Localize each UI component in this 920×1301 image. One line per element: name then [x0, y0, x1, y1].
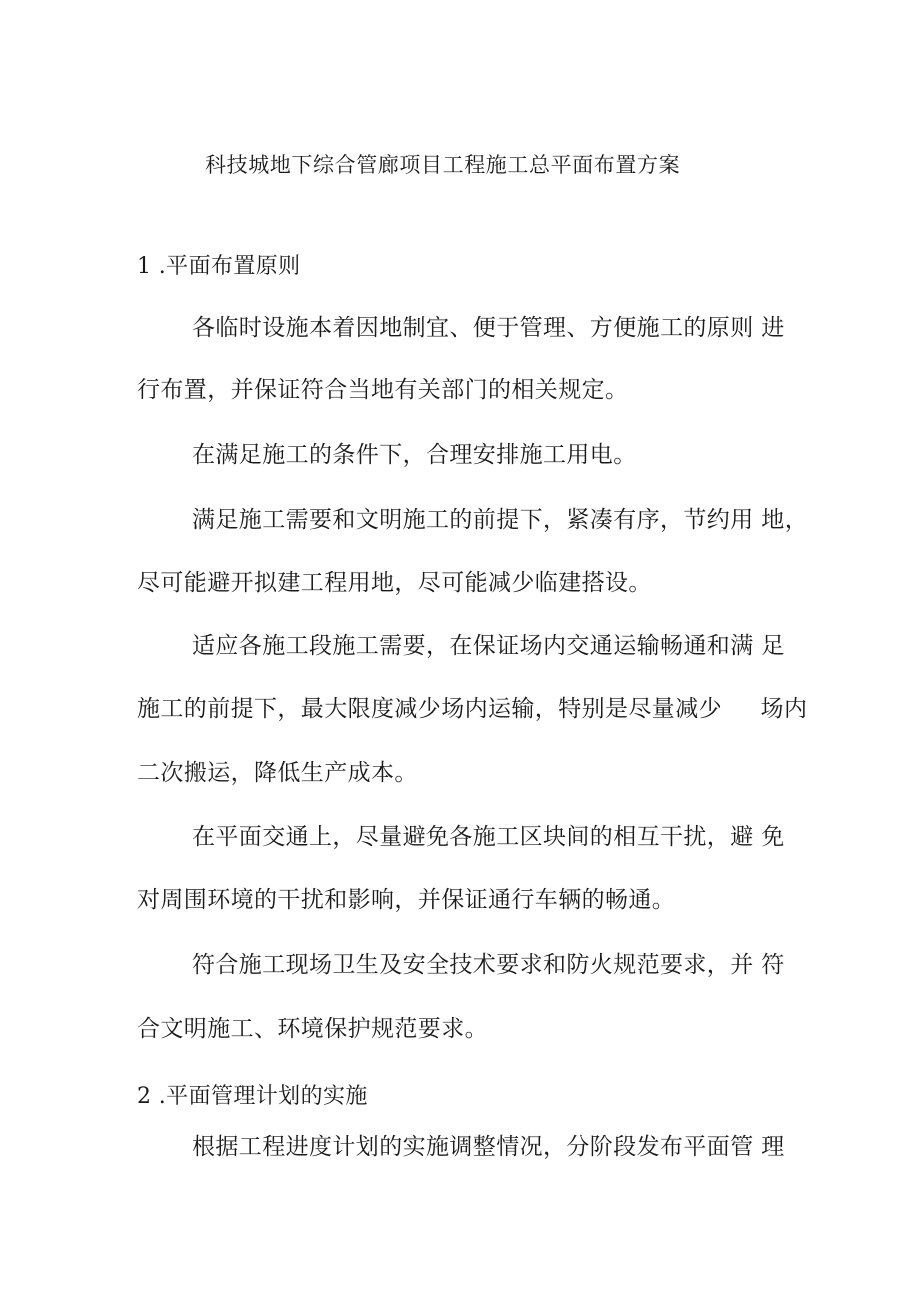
paragraph-line: 行布置，并保证符合当地有关部门的相关规定。	[137, 377, 629, 403]
paragraph-line: 在平面交通上，尽量避免各施工区块间的相互干扰，避 免	[192, 824, 785, 850]
paragraph-line: 根据工程进度计划的实施调整情况，分阶段发布平面管 理	[192, 1134, 785, 1160]
paragraph-line: 适应各施工段施工需要，在保证场内交通运输畅通和满 足	[192, 633, 785, 659]
section-heading-2: 2 .平面管理计划的实施	[137, 1084, 368, 1109]
section-heading-1: 1 .平面布置原则	[137, 254, 301, 279]
paragraph-line: 尽可能避开拟建工程用地，尽可能减少临建搭设。	[137, 570, 652, 596]
paragraph-line: 在满足施工的条件下，合理安排施工用电。	[192, 442, 637, 468]
paragraph-line: 二次搬运，降低生产成本。	[137, 760, 418, 786]
paragraph-line: 符合施工现场卫生及安全技术要求和防火规范要求，并 符	[192, 952, 785, 978]
paragraph-line: 各临时设施本着因地制宜、便于管理、方便施工的原则 进	[192, 315, 785, 341]
paragraph-line: 施工的前提下，最大限度减少场内运输，特别是尽量减少 场内	[137, 696, 808, 722]
paragraph-line: 合文明施工、环境保护规范要求。	[137, 1016, 488, 1042]
document-title: 科技城地下综合管廊项目工程施工总平面布置方案	[205, 153, 681, 177]
paragraph-line: 满足施工需要和文明施工的前提下，紧凑有序，节约用 地，	[192, 507, 809, 533]
paragraph-line: 对周围环境的干扰和影响，并保证通行车辆的畅通。	[137, 887, 676, 913]
